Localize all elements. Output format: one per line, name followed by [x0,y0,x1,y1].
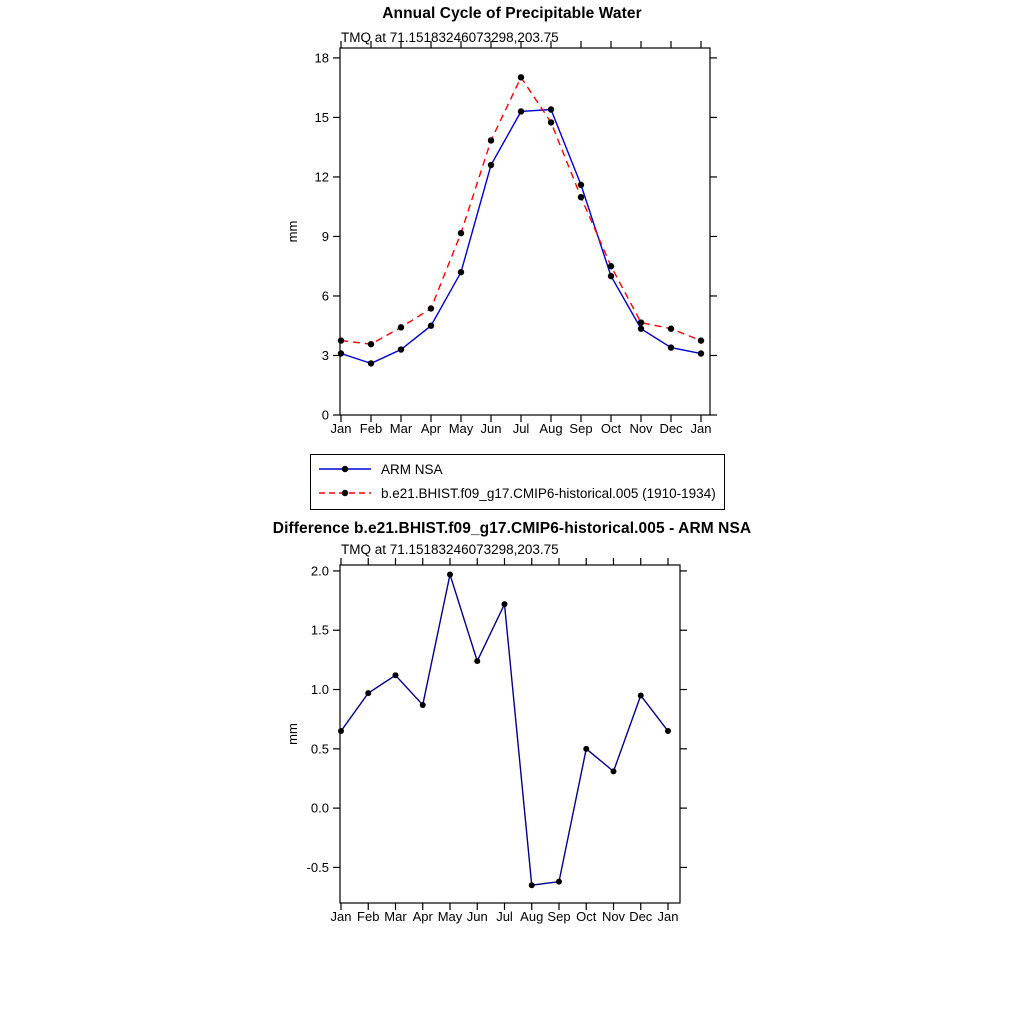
svg-text:Jun: Jun [480,421,502,436]
legend-item-model [317,481,716,505]
svg-text:Apr: Apr [412,909,433,924]
svg-text:3: 3 [321,347,329,363]
chart-plot-area-0 [285,41,717,436]
svg-text:Jan: Jan [330,909,352,924]
blue-line-marker-sample [317,462,373,476]
svg-text:Dec: Dec [629,909,653,924]
legend-label-arm-nsa: ARM NSA [381,461,443,477]
svg-text:18: 18 [314,50,329,66]
svg-text:Feb: Feb [357,909,380,924]
svg-text:Sep: Sep [547,909,571,924]
svg-text:Dec: Dec [659,421,683,436]
svg-text:Jun: Jun [466,909,488,924]
svg-text:15: 15 [314,109,329,125]
svg-text:mm: mm [285,220,300,243]
chart2-subtitle: TMQ at 71.15183246073298,203.75 [341,542,559,557]
svg-text:9: 9 [321,228,329,244]
svg-text:12: 12 [314,169,329,185]
svg-text:Apr: Apr [420,421,442,436]
legend-label-model: b.e21.BHIST.f09_g17.CMIP6-historical.005 (1910-1934) [381,485,716,501]
legend-item-arm-nsa [317,457,716,481]
svg-text:0: 0 [321,407,329,423]
svg-text:0.0: 0.0 [310,800,329,816]
svg-text:1.0: 1.0 [310,682,329,698]
legend [310,454,725,510]
svg-text:-0.5: -0.5 [306,859,329,875]
svg-text:May: May [448,421,474,436]
svg-text:Mar: Mar [384,909,407,924]
svg-text:Oct: Oct [576,909,597,924]
svg-text:Jul: Jul [496,909,513,924]
svg-text:Mar: Mar [389,421,413,436]
svg-text:Aug: Aug [539,421,563,436]
chart1-title: Annual Cycle of Precipitable Water [382,5,642,22]
svg-text:Nov: Nov [629,421,653,436]
svg-text:Jan: Jan [690,421,712,436]
svg-text:Sep: Sep [569,421,593,436]
svg-text:Jan: Jan [330,421,352,436]
svg-text:mm: mm [285,723,300,745]
svg-text:Oct: Oct [600,421,622,436]
svg-text:Feb: Feb [359,421,383,436]
chart1-subtitle: TMQ at 71.15183246073298,203.75 [341,30,559,45]
svg-text:2.0: 2.0 [310,563,329,579]
svg-text:0.5: 0.5 [310,741,329,757]
svg-text:Nov: Nov [601,909,626,924]
chart-plot-area-1 [285,558,687,924]
svg-text:May: May [437,909,463,924]
svg-text:Jul: Jul [512,421,530,436]
svg-text:1.5: 1.5 [310,622,329,638]
chart2-title: Difference b.e21.BHIST.f09_g17.CMIP6-historical.005 - ARM NSA [272,520,752,537]
svg-text:Aug: Aug [520,909,544,924]
red-dashed-line-marker-sample [317,486,373,500]
svg-text:6: 6 [321,288,329,304]
svg-text:Jan: Jan [657,909,679,924]
